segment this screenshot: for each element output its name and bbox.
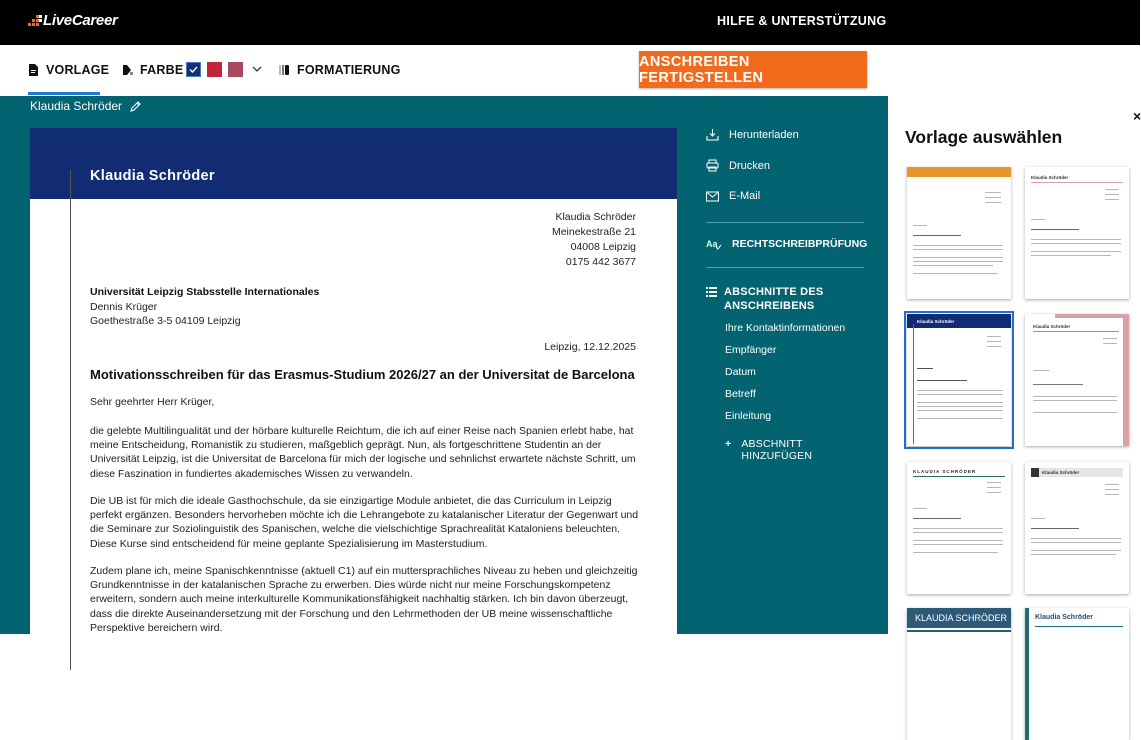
envelope-icon [706,191,719,202]
chevron-down-icon[interactable] [252,64,262,74]
document-name-label: Klaudia Schröder [30,99,123,113]
template-name: KLAUDIA SCHRÖDER [915,613,1008,623]
letter-paragraph[interactable]: die gelebte Multilingualität und der hörbare kulturelle Reichtum, die ich auf einer Reise nach Spanien erlebt habe, hat meine Entscheidung, Romanistik zu studieren, maßgeblich geprägt. Nun, als fortgeschrittene Studentin an der Universität Leipzig, ist die Universitat de Barcelona für mich der logische und sehnlichst erwartete nächste Schritt, um diese Faszination in fundiertes akademisches Wissen zu verwandeln. [90,425,636,480]
finish-cover-letter-button[interactable]: ANSCHREIBEN FERTIGSTELLEN [639,51,867,88]
email-label: E-Mail [729,190,761,202]
letter-date[interactable]: Leipzig, 12.12.2025 [544,341,636,353]
template-name: Klaudia Schröder [1035,614,1093,621]
printer-icon [706,159,719,172]
letter-header-band [30,128,677,199]
color-swatch-mauve[interactable] [228,62,243,77]
email-button[interactable] [706,190,760,202]
editor-workspace [0,96,888,634]
sections-heading [706,285,823,313]
print-label: Drucken [729,159,770,172]
letter-paragraph[interactable]: Die UB ist für mich die ideale Gasthochschule, da sie einzigartige Module anbietet, die das Curriculum in Leipzig perfekt ergänzen. Besonders hervorheben möchte ich die Lehrangebote zu katalanischer Literatur der Gegenwart und die Seminare zur Soziolinguistik des Spanischen, welche die vielschichtige Sprachrealität Kataloniens beleuchten. Diese Kurse sind entscheidend für meine geplante Spezialisierung im Masterstudium. [90,495,639,550]
sender-street: Meinekestraße 21 [551,226,636,238]
section-link-date[interactable]: Datum [725,366,756,378]
document-name[interactable] [30,99,142,113]
download-label: Herunterladen [729,128,799,141]
color-swatch-navy[interactable] [186,62,201,77]
sections-heading-line2: ANSCHREIBENS [724,300,815,312]
section-link-intro[interactable]: Einleitung [725,410,772,422]
tab-farbe-label: FARBE [140,63,184,77]
recipient-person: Dennis Krüger [90,300,158,313]
letter-salutation[interactable]: Sehr geehrter Herr Krüger, [90,396,215,408]
tab-formatierung[interactable] [279,63,401,77]
add-section-button[interactable] [725,438,864,462]
color-swatch-red[interactable] [207,62,222,77]
document-icon [28,64,39,76]
formatting-icon [279,64,290,76]
divider [706,222,864,223]
drawer-title: Vorlage auswählen [905,127,1063,147]
spellcheck-label: RECHTSCHREIBPRÜFUNG [732,238,868,250]
logo-dots-icon [28,15,42,27]
letter-subject[interactable]: Motivationsschreiben für das Erasmus-Studium 2026/27 an der Universitat de Barcelona [90,367,635,382]
recipient-address: Goethestraße 3-5 04109 Leipzig [90,315,241,327]
sender-name: Klaudia Schröder [555,211,636,223]
download-button[interactable] [706,128,799,141]
template-thumbnail[interactable] [907,167,1011,299]
tab-vorlage-label: VORLAGE [46,63,110,77]
checkmark-icon [187,63,200,76]
active-tab-indicator [28,92,100,95]
help-support-link[interactable]: HILFE & UNTERSTÜTZUNG [717,14,887,28]
plus-icon: + [725,438,732,450]
editor-toolbar [0,45,1140,96]
template-thumbnail[interactable]: Klaudia Schröder [1025,462,1129,594]
tab-formatierung-label: FORMATIERUNG [297,63,401,77]
paint-bucket-icon [122,64,133,76]
template-thumbnail[interactable]: Klaudia Schröder [1025,314,1129,446]
list-icon [706,287,717,297]
sections-heading-line1: ABSCHNITTE DES [724,286,824,298]
letter-margin-line [70,170,71,670]
download-icon [706,128,719,141]
spellcheck-icon [706,238,722,250]
template-thumbnail[interactable] [907,608,1011,740]
letter-header-name: Klaudia Schröder [90,168,215,184]
sender-contact-block[interactable] [552,210,636,270]
template-thumbnail-selected[interactable]: Klaudia Schröder [907,314,1011,446]
tab-farbe[interactable] [122,63,183,77]
brand-name: LiveCareer [43,12,118,29]
print-button[interactable] [706,159,770,172]
sender-phone: 0175 442 3677 [565,256,636,268]
svg-text:Aa: Aa [706,239,718,249]
recipient-block[interactable] [90,285,319,329]
top-bar [0,0,1140,45]
livecareer-logo[interactable] [28,12,118,29]
divider [706,267,864,268]
template-thumbnail[interactable]: KLAUDIA SCHRÖDER [907,462,1011,594]
close-icon[interactable]: × [1133,108,1141,124]
template-thumbnail[interactable]: Klaudia Schröder [1025,167,1129,299]
add-section-label: ABSCHNITT HINZUFÜGEN [741,438,813,462]
spellcheck-button[interactable] [706,238,867,250]
sender-city: 04008 Leipzig [570,241,636,253]
tab-vorlage[interactable] [28,63,109,77]
cover-letter-preview[interactable] [30,128,677,648]
section-link-subject[interactable]: Betreff [725,388,756,400]
section-link-recipient[interactable]: Empfänger [725,344,777,356]
template-drawer [888,96,1140,634]
template-thumbnail[interactable] [1025,608,1129,740]
pencil-edit-icon[interactable] [129,100,142,113]
section-link-contact[interactable]: Ihre Kontaktinformationen [725,322,846,334]
letter-paragraph[interactable]: Zudem plane ich, meine Spanischkenntnisse (aktuell C1) auf ein muttersprachliches Niveau zu heben und gleichzeitig Grundkenntnisse in der katalanischen Sprache zu erwerben. Dies würde nicht nur meine Forschungskompetenz erweitern, sondern auch meine interkulturelle Kommunikationsfähigkeit nachhaltig stärken. Ich bin davon überzeugt, dass die direkte Auseinandersetzung mit der Forschung und den Lehrmethoden der UB meine wissenschaftliche Perspektive bereichern wird. [90,565,638,634]
recipient-org: Universität Leipzig Stabsstelle Internationales [90,286,320,298]
